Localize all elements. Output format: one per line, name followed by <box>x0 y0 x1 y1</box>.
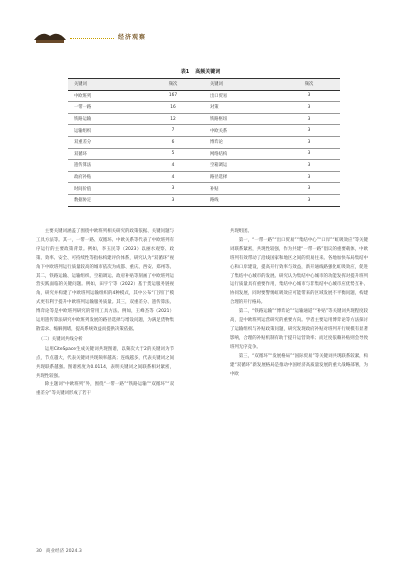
left-text-column <box>36 228 174 399</box>
table-cell: 时间价值 <box>68 183 142 195</box>
table-cell: 空箱调运 <box>204 160 278 172</box>
body-paragraph: 第三，“双循环”“发展格局”“国际贸易”等关键词共现联系较紧，构建“双循环”新发展格局是推动中国经济高质量发展的重大战略部署，为中欧 <box>230 353 368 377</box>
table-row <box>68 194 340 206</box>
body-paragraph: 除主题词“中欧班列”外，围绕“一带一路”“铁路运输”“双循环”“双重差分”等关键词形成了若干 <box>36 382 174 397</box>
table-title: 高频关键词 <box>195 69 221 75</box>
table-cell: 3 <box>278 113 340 125</box>
section-title: 经济观察 <box>118 34 147 41</box>
table-cell: 6 <box>142 136 204 148</box>
table-cell: 3 <box>278 102 340 114</box>
table-row <box>68 171 340 183</box>
table-cell: 3 <box>278 183 340 195</box>
table-cell: 3 <box>278 148 340 160</box>
table-cell: 12 <box>142 113 204 125</box>
table-row <box>68 125 340 137</box>
table-cell: 铁路运输 <box>68 113 142 125</box>
header-frequency: 频次 <box>278 79 340 91</box>
table-number: 表1 <box>180 69 190 75</box>
right-text-column <box>230 228 368 379</box>
table-cell: 网络结构 <box>204 148 278 160</box>
table-cell: 3 <box>142 183 204 195</box>
table-row <box>68 90 340 102</box>
table-cell: 数据协定 <box>68 194 142 206</box>
header-frequency: 频次 <box>142 79 204 91</box>
body-paragraph: 运用CiteSpace生成关键词共现图谱，以频次大于2的关键词为节点，节点越大，代表关键词共现频率越高；连线越多，代表关键词之间共现联系越强。图谱密度为0.0114，表明关键词之间联系相对紧密，共现性较强。 <box>36 346 174 379</box>
table-cell: 16 <box>142 102 204 114</box>
table-row <box>68 160 340 172</box>
table-cell: 3 <box>278 171 340 183</box>
body-paragraph: 第二，“铁路运输”“博弈论”“运输通道”“补贴”等关键词共现程度较高，是中欧班列运营研究的重要方向。学者主要运用博弈论等方法探讨了运输组织与补贴政策问题，研究发现政府补贴对班列开行规模有显著影响，合理的补贴机制有助于提升运营效率；而过度依赖补贴则会导致班列无序竞争。 <box>230 309 368 350</box>
page-footer <box>36 548 82 554</box>
table-header-row <box>68 79 340 91</box>
table-cell: 双重差分 <box>68 136 142 148</box>
table-cell: 中欧关系 <box>204 125 278 137</box>
header-keyword: 关键词 <box>204 79 278 91</box>
table-row <box>68 136 340 148</box>
journal-logo <box>32 28 68 46</box>
body-paragraph: 主要关键词涵盖了围绕中欧班列相关研究的政策依据、关键问题与工具方法等。其一，一带一路、双循环、中欧关系等代表了中欧班列有序运行的主要政策背景。例如，李玉民等（2023）以丽水观察、政策、效率、安全、可持续性等指标构建评价体系，研究认为“双循环”视角下中欧班列运行质量较高的城市依次为成都、重庆、西安、郑州等。其二，铁路运输、运输组织、空箱调运、政府补贴等刻画了中欧班列运营实践面临的关键问题。例如，田宇宁等（2022）基于货运服务链视角，研究并构建了中欧班列运输组织的4种模式，其中公布“门到门”模式更有利于提升中欧班列运输服务质量。其三，双重差分、遗传算法、博弈论等是中欧班列研究的常用工具方法。例如，王峰杰等（2021）运用遗传算法研究中欧班列发展的路径选择与增设问题，为满足货物集散需求、缩解拥堵，提高系统效益而提供决策依据。 <box>36 229 174 332</box>
table-cell: 出口贸易 <box>204 90 278 102</box>
table-cell: 4 <box>142 160 204 172</box>
table-cell: 4 <box>142 171 204 183</box>
table-cell: 3 <box>278 125 340 137</box>
table-cell: 7 <box>142 125 204 137</box>
table-cell: 运输组织 <box>68 125 142 137</box>
header-keyword: 关键词 <box>68 79 142 91</box>
table-cell: 5 <box>142 148 204 160</box>
table-cell: 路线 <box>204 194 278 206</box>
table-cell: 铁路枢纽 <box>204 113 278 125</box>
table-cell: 对策 <box>204 102 278 114</box>
page-number: 30 <box>36 549 42 554</box>
table-row <box>68 102 340 114</box>
table-cell: 3 <box>142 194 204 206</box>
body-paragraph: 第一，“一带一路”“出口贸易”“集结中心”“口岸”“虹吸效应”等关键词联系紧密，共现性较强，作为共建“一带一路”倡议的重要载体，中欧班列有效带动了沿线国家和地区之间的贸易往来。各地加快布局集结中心和口岸建设，提高开行效率与效益，新开通线路强化虹吸效应，促进了集结中心城市的发展。研究认为集结中心城市的功能发挥对提升班列运行质量具有重要作用，集结中心城市与非集结中心城市应优势互补、协同发展，同时要警惕虹吸效应可能带来的区域发展不平衡问题，构建合理的开行格局。 <box>230 237 368 306</box>
table-row <box>68 148 340 160</box>
table-row <box>68 183 340 195</box>
table-cell: 3 <box>278 90 340 102</box>
table-caption <box>0 68 407 75</box>
header-dotted-rule <box>70 38 114 39</box>
table-cell: 遗传算法 <box>68 160 142 172</box>
keyword-frequency-table <box>68 78 340 207</box>
subsection-heading: （二）关键词共线分析 <box>38 336 83 342</box>
table-cell: 一带一路 <box>68 102 142 114</box>
page-header <box>32 26 372 50</box>
table-cell: 博弈论 <box>204 136 278 148</box>
table-cell: 双循环 <box>68 148 142 160</box>
table-cell: 167 <box>142 90 204 102</box>
table-cell: 政府补贴 <box>68 171 142 183</box>
table-cell: 补贴 <box>204 183 278 195</box>
table-cell: 路径选择 <box>204 171 278 183</box>
table-cell: 3 <box>278 136 340 148</box>
table-row <box>68 113 340 125</box>
table-cell: 中欧班列 <box>68 90 142 102</box>
journal-issue: 商业经济 2024.3 <box>45 549 82 554</box>
body-paragraph: 共现组团。 <box>230 229 252 234</box>
table-cell: 3 <box>278 194 340 206</box>
table-cell: 3 <box>278 160 340 172</box>
